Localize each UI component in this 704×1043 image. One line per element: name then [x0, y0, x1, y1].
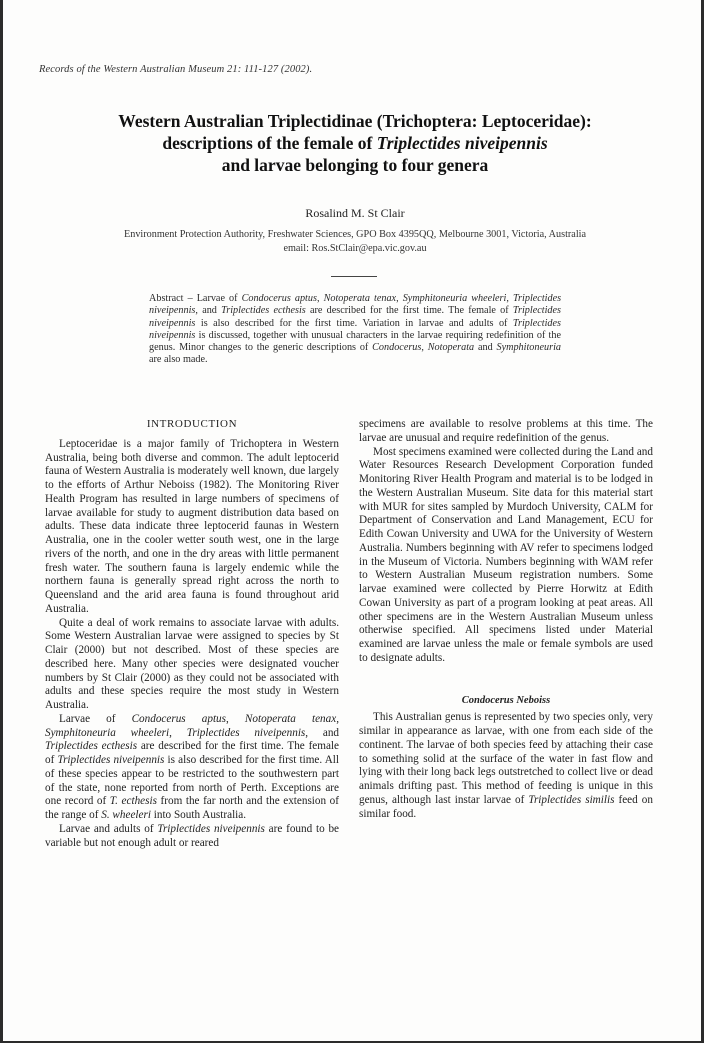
- paragraph-text: Larvae of: [59, 712, 132, 725]
- species-name: Triplectides ecthesis: [221, 305, 306, 317]
- abstract-text: are also made.: [149, 354, 208, 366]
- author-name: Rosalind M. St Clair: [305, 206, 405, 220]
- article-title: [63, 110, 647, 176]
- abstract: [149, 293, 561, 367]
- abstract-text: ,: [396, 293, 403, 304]
- paragraph-text: This Australian genus is represented by two species only, very similar in appearance as larvae, with one from each side of the continent. The larvae of both species feed by attaching their case to something solid at the surface of the water in fast flow and lying with their long back legs outstretched to collect live or dead animals drifting past. This method of feeding is unique in this genus, although last instar larvae of: [359, 711, 653, 806]
- paragraph-text: , and: [305, 726, 340, 739]
- paragraph-text: ,: [336, 712, 339, 725]
- species-name: Triplectides similis: [528, 793, 615, 806]
- affiliation-email: email: Ros.StClair@epa.vic.gov.au: [283, 243, 427, 254]
- species-name: Triplectides niveipennis: [157, 822, 265, 835]
- section-heading-introduction: INTRODUCTION: [146, 418, 238, 430]
- species-name: Triplectides niveipennis: [149, 305, 562, 329]
- paragraph: specimens are available to resolve problems at this time. The larvae are unusual and require redefinition of the genus.: [359, 418, 653, 444]
- abstract-text: are described for the first time. The female of: [305, 305, 513, 317]
- species-name: Triplectides ecthesis: [45, 740, 138, 753]
- species-name: Symphitoneuria wheeleri: [45, 726, 170, 739]
- paragraph-text: Larvae and adults of: [59, 822, 158, 835]
- paragraph-text: feed on similar food.: [359, 793, 653, 820]
- paragraph: Leptoceridae is a major family of Trichoptera in Western Australia, being both diverse and common. The adult leptocerid fauna of Western Australia is moderately well known, due largely to the efforts of Arthur Neboiss (1982). The Monitoring River Health Program has resulted in large numbers of specimens of larvae available for study to augment distribution data based on adults. These data indicate three leptocerid faunas in Western Australia, one in the cooler wetter south west, one in the large rivers of the north, and one in the dry areas with little permanent fresh water. The southern fauna is largely endemic while the northern fauna is generally spread right across the north to Queensland and the arid area fauna is found throughout arid Australia.: [45, 437, 339, 615]
- species-name: Triplectides niveipennis: [186, 726, 306, 739]
- paragraph-text: into South Australia.: [150, 809, 247, 821]
- species-name: Condocerus aptus: [131, 712, 226, 725]
- abstract-text: , and: [195, 305, 222, 317]
- affiliation-address: Environment Protection Authority, Freshwater Sciences, GPO Box 4395QQ, Melbourne 3001, Victoria, Australia: [124, 229, 586, 240]
- species-name: Triplectides niveipennis: [149, 293, 562, 317]
- abstract-text: is also described for the first time. Variation in larvae and adults of: [195, 317, 513, 329]
- species-name: Condocerus aptus: [241, 293, 317, 304]
- paragraph: Quite a deal of work remains to associate larvae with adults. Some Western Australian larvae were assigned to species by St Clair (2000) but not described. Most of these species are described here. Many other species were designated voucher numbers by St Clair (2000) as they could not be associated with adults and these species require the most study in Western Australia.: [45, 616, 339, 711]
- species-name: T. ecthesis: [109, 795, 157, 808]
- abstract-text: ,: [506, 293, 513, 304]
- author-affiliation: [43, 228, 667, 256]
- genus-name: Symphitoneuria: [496, 342, 561, 354]
- genus-heading: Condocerus Neboiss: [461, 694, 551, 706]
- right-column: [359, 418, 653, 821]
- paragraph-text: are described for the first time. The female of: [45, 740, 339, 766]
- paragraph-text: are found to be variable but not enough adult or reared: [45, 822, 340, 849]
- title-line-2-text: descriptions of the female of: [162, 133, 377, 153]
- paragraph: [45, 713, 339, 823]
- abstract-text: is discussed, together with unusual characters in the larvae requiring redefinition of the genus. Minor changes to the generic descriptions of: [149, 329, 561, 354]
- species-name: Triplectides niveipennis: [149, 317, 561, 341]
- running-head: Records of the Western Australian Museum 21: 111-127 (2002).: [39, 64, 313, 75]
- left-column: [45, 418, 339, 850]
- species-name: Triplectides niveipennis: [57, 754, 165, 766]
- abstract-label: Abstract: [149, 293, 184, 304]
- genus-name: Condocerus: [372, 342, 422, 354]
- species-name: Notoperata tenax: [323, 293, 397, 304]
- species-name: Notoperata tenax: [244, 712, 337, 725]
- title-line-3: and larvae belonging to four genera: [221, 155, 489, 175]
- species-name: S. wheeleri: [101, 809, 151, 821]
- abstract-text: ,: [316, 293, 324, 304]
- paragraph-text: ,: [226, 712, 245, 725]
- separator-rule: [331, 276, 377, 277]
- paragraph-text: from the far north and the extension of the range of: [45, 795, 339, 821]
- title-line-1: Western Australian Triplectidinae (Trichoptera: Leptoceridae):: [118, 111, 592, 131]
- abstract-text: ,: [421, 342, 428, 354]
- paragraph: Most specimens examined were collected during the Land and Water Resources Research Development Corporation funded Monitoring River Health Program and material is to be lodged in the Western Australian Museum. Site data for this material start with MUR for sites sampled by Murdoch University, CALM for Department of Conservation and Land Management, ECU for Edith Cowan University and UWA for the University of Western Australia. Numbers beginning with AV refer to specimens lodged in the Museum of Victoria. Numbers beginning with WAM refer to Western Australian Museum registration numbers. Some larvae examined were collected by Pierre Horwitz at Edith Cowan University as part of a program looking at peat areas. All other specimens are in the Western Australian Museum unless otherwise specified. All specimens listed under Material examined are larvae unless the male or female symbols are used to designate adults.: [359, 445, 653, 664]
- paragraph: [359, 711, 653, 821]
- genus-name: Notoperata: [427, 342, 475, 354]
- title-line-2: [63, 132, 647, 154]
- paragraph: [45, 823, 339, 851]
- species-name: Symphitoneuria wheeleri: [402, 293, 507, 304]
- abstract-text: – Larvae of: [183, 293, 242, 304]
- title-species-name: Triplectides niveipennis: [376, 133, 548, 153]
- paragraph-text: is also described for the first time. All of these species appear to be restricted to the southwestern part of the state, none reported from north of Perth. Exceptions are one record of: [45, 754, 339, 808]
- abstract-text: and: [474, 342, 497, 354]
- paragraph-text: ,: [169, 726, 187, 739]
